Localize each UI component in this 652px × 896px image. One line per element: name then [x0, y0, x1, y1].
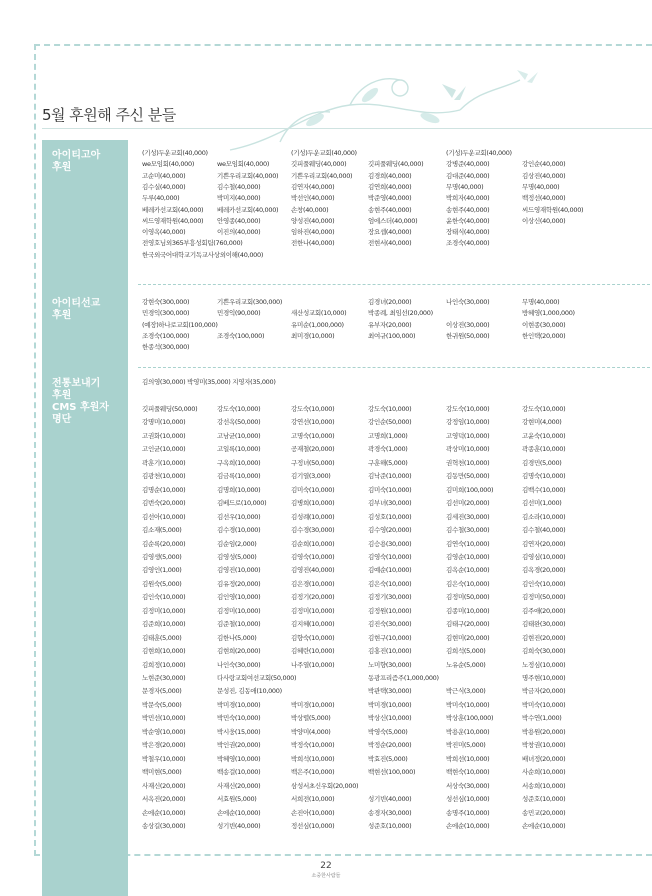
- donor-entry: 강정임(10,000): [446, 418, 490, 427]
- donor-entry: 김금록(10,000): [217, 472, 261, 481]
- donor-entry: 깃피풀웨딩(40,000): [291, 160, 347, 169]
- side-strip: [42, 140, 128, 896]
- donor-entry: 김정미(10,000): [217, 606, 261, 615]
- donor-entry: 김동만(50,000): [446, 472, 490, 481]
- donor-entry: 곽상미(10,000): [446, 445, 490, 454]
- donor-entry: 백현선(100,000): [368, 768, 416, 777]
- donor-entry: 김향숙(10,000): [291, 633, 335, 642]
- donor-entry: 한귀원(50,000): [446, 331, 490, 340]
- donor-entry: 나인숙(30,000): [217, 660, 261, 669]
- donor-entry: 서송희(10,000): [522, 781, 566, 790]
- donor-entry: 강도숙(10,000): [446, 405, 490, 413]
- donor-entry: 박순영(10,000): [142, 727, 186, 736]
- donor-entry: 강연선(10,000): [291, 418, 335, 427]
- donor-entry: 박영숙(5,000): [368, 727, 408, 736]
- donor-entry: 김은숙(10,000): [446, 579, 490, 588]
- donor-entry: 박혜영(10,000): [217, 754, 261, 763]
- donor-entry: 강도숙(10,000): [217, 405, 261, 413]
- donor-entry: 송경자(30,000): [368, 808, 412, 817]
- donor-entry: 김명희(10,000): [217, 485, 261, 494]
- donor-entry: 백송걸(10,000): [217, 768, 261, 777]
- donor-entry: 김미희(100,000): [446, 485, 494, 494]
- donor-entry: 김진숙(30,000): [368, 620, 412, 629]
- donor-entry: 한종석(300,000): [142, 343, 190, 352]
- donor-entry: 김희정(10,000): [142, 660, 186, 669]
- donor-entry: 전현서(40,000): [368, 239, 412, 248]
- donor-entry: 동광프리즘주(1,000,000): [368, 674, 439, 682]
- donor-entry: 나인숙(30,000): [446, 298, 490, 306]
- donor-entry: 조경숙(40,000): [446, 239, 490, 248]
- donor-entry: 김현진(20,000): [522, 633, 566, 642]
- donor-entry: 한인택(20,000): [522, 331, 566, 340]
- section-label-line: 명단: [52, 414, 72, 425]
- donor-entry: 김경희(40,000): [368, 171, 412, 180]
- section-label-line: 아이티선교: [52, 298, 101, 309]
- donor-entry: 김연자(20,000): [522, 539, 566, 548]
- donor-entry: 정선심(10,000): [291, 821, 335, 830]
- donor-entry: 김선미(20,000): [446, 499, 490, 508]
- donor-entry: 박양미(4,000): [291, 727, 331, 736]
- donor-entry: 김정기(30,000): [368, 593, 412, 602]
- donor-entry: 박준영(40,000): [368, 194, 412, 203]
- donor-entry: 조경숙(100,000): [217, 331, 265, 340]
- section-label: [52, 298, 128, 322]
- donor-entry: 김지혜(10,000): [291, 620, 335, 629]
- donor-entry: (기성)두운교회(40,000): [291, 149, 357, 157]
- donor-entry: 김수영(20,000): [368, 526, 412, 535]
- donor-entry: 최여규(100,000): [368, 331, 416, 340]
- donor-entry: 김미숙(10,000): [291, 485, 335, 494]
- donor-entry: 김순록(20,000): [142, 539, 186, 548]
- donor-entry: 백정선(40,000): [522, 194, 566, 203]
- donor-entry: 김혜란(10,000): [291, 647, 335, 656]
- donor-entry: 박희선(10,000): [446, 754, 490, 763]
- donor-entry: 구훈해(5,000): [368, 458, 408, 467]
- title-divider: [42, 128, 652, 129]
- donor-entry: 김정기(20,000): [291, 593, 335, 602]
- donor-entry: 박미경(10,000): [291, 700, 335, 709]
- donor-entry: 강현미(4,000): [522, 418, 562, 427]
- donor-entry: 새산성교회(10,000): [291, 309, 347, 318]
- donor-entry: 송현주(40,000): [446, 205, 490, 214]
- donor-entry: 박창권(10,000): [522, 741, 566, 750]
- donor-entry: 김영생(5,000): [142, 552, 182, 561]
- donor-entry: 김현희(20,000): [217, 647, 261, 656]
- donor-entry: 김유정(20,000): [217, 579, 261, 588]
- donor-entry: 손에순(10,000): [522, 821, 566, 830]
- donor-entry: 무명(40,000): [446, 182, 484, 191]
- donor-entry: 전한나(40,000): [291, 239, 335, 248]
- section-label-line: 전통보내기: [52, 378, 101, 389]
- donor-entry: 깃피풀웨딩(40,000): [368, 160, 424, 169]
- donor-entry: 김영성(5,000): [217, 552, 257, 561]
- donor-entry: 베레카선교회(40,000): [142, 205, 204, 214]
- butterfly-icon: [517, 70, 538, 83]
- donor-entry: 박근식(3,000): [446, 687, 486, 696]
- donor-entry: 김영진(10,000): [217, 566, 261, 575]
- donor-entry: 박용운(10,000): [446, 727, 490, 736]
- donor-entry: 김정미(10,000): [142, 606, 186, 615]
- donor-entry: 김대준(40,000): [446, 171, 490, 180]
- donor-entry: 배녀정(20,000): [522, 754, 566, 763]
- donor-entry: 백현숙(10,000): [446, 768, 490, 777]
- donor-entry: 김옥순(10,000): [446, 566, 490, 575]
- donor-entry: 다사랑교회여선교회(50,000): [217, 674, 297, 682]
- donor-entry: 곽경숙(1,000): [368, 445, 408, 454]
- donor-entry: 김수경(10,000): [217, 526, 261, 535]
- donor-entry: 박금자(20,000): [522, 687, 566, 696]
- donor-entry: 삼성서초신우회(20,000): [291, 781, 359, 790]
- donor-entry: 베레카선교회(40,000): [217, 205, 279, 214]
- donor-entry: 김미숙(10,000): [368, 485, 412, 494]
- donor-entry: 곽종훈(10,000): [522, 445, 566, 454]
- donor-entry: 김종미(10,000): [446, 606, 490, 615]
- donor-entry: 이영옥(40,000): [142, 228, 186, 237]
- donor-entry: 김연희(40,000): [368, 182, 412, 191]
- donor-entry: 김희석(5,000): [446, 647, 486, 656]
- donor-entry: 김베드로(10,000): [217, 499, 267, 508]
- donor-entry: 씨드영재학원(40,000): [522, 205, 584, 214]
- donor-entry: 윤한숙(40,000): [446, 216, 490, 225]
- donor-entry: 박효진(5,000): [368, 754, 408, 763]
- donor-entry: 박상신(10,000): [368, 714, 412, 723]
- donor-entry: 송상길(30,000): [142, 821, 186, 830]
- donor-entry: 박민선(10,000): [142, 714, 186, 723]
- donor-entry: 김명숙(10,000): [522, 472, 566, 481]
- donor-entry: 기쁜우리교회(300,000): [217, 298, 283, 306]
- donor-entry: 김희숙(30,000): [522, 647, 566, 656]
- donor-entry: 문성진, 김동애(10,000): [217, 687, 282, 696]
- section-label-line: 후원: [52, 310, 72, 321]
- donor-entry: 김주애(20,000): [522, 606, 566, 615]
- donor-entry: 박종례, 최임선(20,000): [368, 309, 433, 318]
- donor-entry: 김수철(40,000): [522, 526, 566, 535]
- donor-entry: 손창(40,000): [291, 205, 329, 214]
- donor-entry: 이진의(40,000): [217, 228, 261, 237]
- donor-entry: 박미경(10,000): [368, 700, 412, 709]
- donor-entry: 박인권(20,000): [217, 741, 261, 750]
- donor-entry: 김번숙(20,000): [142, 499, 186, 508]
- donor-entry: 노미향(30,000): [368, 660, 412, 669]
- donor-entry: 박은경(20,000): [142, 741, 186, 750]
- donor-entry: 고인균(10,000): [142, 445, 186, 454]
- donor-entry: 김태구(20,000): [446, 620, 490, 629]
- donor-entry: 곽훈기(10,000): [142, 458, 186, 467]
- donor-entry: 박미숙(10,000): [446, 700, 490, 709]
- donor-entry: 이현종(30,000): [522, 320, 566, 329]
- donor-entry: 박정숙(10,000): [291, 741, 335, 750]
- butterfly-icon: [442, 84, 466, 100]
- donor-entry: 김영진(40,000): [291, 566, 335, 575]
- donor-entry: 박진미(5,000): [446, 741, 486, 750]
- donor-entry: 김정원(10,000): [368, 606, 412, 615]
- donor-entry: 무명(40,000): [522, 182, 560, 191]
- donor-entry: 김영인(1,000): [142, 566, 182, 575]
- donor-entry: 명주현(10,000): [522, 674, 566, 682]
- donor-entry: 박시웅(15,000): [217, 727, 261, 736]
- donor-entry: 강도숙(10,000): [368, 405, 412, 413]
- donor-entry: 김명순(10,000): [142, 485, 186, 494]
- donor-entry: 구정녀(50,000): [291, 458, 335, 467]
- donor-entry: 김수실(40,000): [142, 182, 186, 191]
- donor-entry: 김낙준(10,000): [368, 472, 412, 481]
- donor-entry: 성선심(10,000): [446, 795, 490, 804]
- donor-entry: 김정미(10,000): [291, 606, 335, 615]
- donor-entry: 노현준(30,000): [142, 674, 186, 682]
- donor-entry: we모임회(40,000): [217, 160, 270, 169]
- donor-entry: 김준철(10,000): [217, 620, 261, 629]
- donor-entry: 김현미(20,000): [446, 633, 490, 642]
- donor-entry: 성준호(10,000): [522, 795, 566, 804]
- donor-entry: 사순희(10,000): [522, 768, 566, 777]
- donor-entry: 방혜영(1,000,000): [522, 309, 575, 318]
- donor-entry: 김승용(30,000): [368, 539, 412, 548]
- donor-entry: 김옥경(20,000): [522, 566, 566, 575]
- donor-entry: 장태식(40,000): [446, 228, 490, 237]
- leaf-ornament: [220, 50, 560, 160]
- donor-entry: 박민숙(10,000): [217, 714, 261, 723]
- donor-entry: 김성례(10,000): [291, 512, 335, 521]
- donor-entry: 강선옥(50,000): [217, 418, 261, 427]
- donor-entry: 서효원(5,000): [217, 795, 257, 804]
- donor-entry: 기쁜우리교회(40,000): [217, 171, 279, 180]
- donor-entry: 고남균(10,000): [217, 431, 261, 440]
- donor-entry: 공재철(20,000): [291, 445, 335, 454]
- donor-entry: 박희자(40,000): [446, 194, 490, 203]
- donor-entry: (기성)두운교회(40,000): [142, 149, 208, 157]
- donor-entry: 무명(40,000): [522, 298, 560, 306]
- donor-entry: 두루(40,000): [142, 194, 180, 203]
- donor-entry: 고일록(10,000): [217, 445, 261, 454]
- donor-entry: 고윤숙(10,000): [522, 431, 566, 440]
- donor-entry: 박미지(40,000): [217, 194, 261, 203]
- donor-entry: 서희전(10,000): [291, 795, 335, 804]
- donor-entry: 김태완(30,000): [522, 620, 566, 629]
- page-number: 22: [320, 861, 332, 871]
- donor-entry: 김의영(30,000) 박영미(35,000) 지영자(35,000): [142, 378, 276, 386]
- section-divider: [138, 367, 650, 368]
- donor-entry: 김순임(2,000): [217, 539, 257, 548]
- donor-entry: 서상숙(30,000): [446, 781, 490, 790]
- donor-entry: 강인순(40,000): [522, 160, 566, 169]
- publication-name: 소중한사람들: [311, 873, 341, 879]
- donor-entry: 이상진(30,000): [446, 320, 490, 329]
- donor-entry: 박희석(10,000): [291, 754, 335, 763]
- donor-entry: 사재신(20,000): [217, 781, 261, 790]
- donor-entry: 김부녀(30,000): [368, 499, 412, 508]
- donor-entry: 강명미(10,000): [142, 418, 186, 427]
- donor-entry: 김상진(40,000): [522, 171, 566, 180]
- donor-entry: 김영숙(10,000): [368, 552, 412, 561]
- donor-entry: 김소라(10,000): [522, 512, 566, 521]
- donor-entry: 김병희(10,000): [291, 499, 335, 508]
- donor-entry: 박문숙(5,000): [142, 700, 182, 709]
- donor-entry: 구옥희(10,000): [217, 458, 261, 467]
- donor-entry: 김기열(3,000): [291, 472, 331, 481]
- donor-entry: 백은주(10,000): [291, 768, 335, 777]
- section-label-line: 아이티고아: [52, 150, 101, 161]
- donor-entry: 임하진(40,000): [291, 228, 335, 237]
- donor-entry: 김경민(5,000): [522, 458, 562, 467]
- donor-entry: 김인영(10,000): [217, 593, 261, 602]
- donor-entry: 김예순(10,000): [368, 566, 412, 575]
- donor-entry: 김수철(40,000): [217, 182, 261, 191]
- donor-entry: (예장)하나로교회(100,000): [142, 320, 218, 329]
- donor-entry: 강인순(50,000): [368, 418, 412, 427]
- donor-entry: 사재신(20,000): [142, 781, 186, 790]
- donor-entry: 김수경(30,000): [291, 526, 335, 535]
- donor-entry: 김은경(10,000): [291, 579, 335, 588]
- donor-entry: 노유순(5,000): [446, 660, 486, 669]
- donor-entry: 김순희(10,000): [291, 539, 335, 548]
- donor-entry: 김소재(5,000): [142, 526, 182, 535]
- donor-entry: 손에순(10,000): [446, 821, 490, 830]
- donor-entry: 권혁천(10,000): [446, 458, 490, 467]
- donor-entry: 문경자(5,000): [142, 687, 182, 696]
- donor-entry: 송명주(10,000): [446, 808, 490, 817]
- donor-entry: 김수철(30,000): [446, 526, 490, 535]
- donor-entry: 김은숙(10,000): [368, 579, 412, 588]
- donor-entry: 박수연(1,000): [522, 714, 562, 723]
- section-label-line: CMS 후원자: [52, 402, 109, 413]
- donor-entry: 김준희(10,000): [142, 620, 186, 629]
- donor-entry: 씨드영재학원(40,000): [142, 216, 204, 225]
- donor-entry: 강현숙(300,000): [142, 298, 190, 306]
- donor-entry: we모임회(40,000): [142, 160, 195, 169]
- donor-entry: 김선미(1,000): [522, 499, 562, 508]
- donor-entry: (기성)두운교회(40,000): [446, 149, 512, 157]
- donor-entry: 강도숙(10,000): [291, 405, 335, 413]
- donor-entry: 김선우(10,000): [217, 512, 261, 521]
- donor-entry: 김인숙(10,000): [522, 579, 566, 588]
- section-label: [52, 150, 128, 174]
- donor-entry: 성기빈(40,000): [217, 821, 261, 830]
- donor-entry: 김정미(50,000): [522, 593, 566, 602]
- donor-entry: 김연숙(10,000): [446, 539, 490, 548]
- donor-entry: 박상렬(5,000): [291, 714, 331, 723]
- donor-entry: 나주열(10,000): [291, 660, 335, 669]
- donor-entry: 강도숙(10,000): [522, 405, 566, 413]
- donor-entry: 김정미(50,000): [446, 593, 490, 602]
- donor-entry: 서옥진(20,000): [142, 795, 186, 804]
- donor-entry: 고순미(40,000): [142, 171, 186, 180]
- donor-entry: 양성진(40,000): [291, 216, 335, 225]
- donor-entry: 김선아(10,000): [142, 512, 186, 521]
- section-label-line: 후원: [52, 162, 72, 173]
- donor-entry: 전영호님외365부흥성회팀(760,000): [142, 239, 243, 248]
- donor-entry: 김경녀(20,000): [368, 298, 412, 306]
- donor-entry: 유부자(20,000): [368, 320, 412, 329]
- donor-entry: 장요셉(40,000): [368, 228, 412, 237]
- donor-entry: 박미경(10,000): [217, 700, 261, 709]
- donor-entry: 김인숙(10,000): [142, 593, 186, 602]
- donor-entry: 강병준(40,000): [446, 160, 490, 169]
- donor-entry: 김세진(30,000): [446, 512, 490, 521]
- donor-entry: 손에순(10,000): [142, 808, 186, 817]
- donor-entry: 이상신(40,000): [522, 216, 566, 225]
- donor-entry: 김홍진(10,000): [368, 647, 412, 656]
- donor-entry: 고영덕(10,000): [446, 431, 490, 440]
- donor-entry: 민경익(90,000): [217, 309, 261, 318]
- donor-entry: 기쁜우리교회(40,000): [291, 171, 353, 180]
- donor-entry: 고명희(1,000): [368, 431, 408, 440]
- section-label: [52, 378, 128, 426]
- donor-entry: 김영숙(10,000): [291, 552, 335, 561]
- donor-entry: 고명숙(10,000): [291, 431, 335, 440]
- donor-entry: 박상훈(100,000): [446, 714, 494, 723]
- donor-entry: 박선인(40,000): [291, 194, 335, 203]
- donor-entry: 박철우(10,000): [142, 754, 186, 763]
- donor-entry: 한국외국어대학교기독교사상외이해(40,000): [142, 250, 264, 259]
- donor-entry: 백미현(5,000): [142, 768, 182, 777]
- page-title: 5월 후원해 주신 분들: [42, 106, 176, 124]
- donor-entry: 손진아(10,000): [291, 808, 335, 817]
- donor-entry: 박용원(20,000): [522, 727, 566, 736]
- donor-entry: 민경익(300,000): [142, 309, 190, 318]
- donor-entry: 성기빈(40,000): [368, 795, 412, 804]
- donor-entry: 유미순(1,000,000): [291, 320, 344, 329]
- donor-entry: 김영심(10,000): [522, 552, 566, 561]
- donor-entry: 박관택(30,000): [368, 687, 412, 696]
- donor-entry: 김태훈(5,000): [142, 633, 182, 642]
- donor-entry: 깃피풀웨딩(50,000): [142, 405, 198, 413]
- donor-entry: 성준호(10,000): [368, 821, 412, 830]
- donor-entry: 김한나(5,000): [217, 633, 257, 642]
- donor-entry: 김백수(10,000): [522, 485, 566, 494]
- donor-entry: 엄에스더(40,000): [368, 216, 418, 225]
- donor-entry: 김현희(10,000): [142, 647, 186, 656]
- donor-entry: 김성호(10,000): [368, 512, 412, 521]
- donor-entry: 고권화(10,000): [142, 431, 186, 440]
- donor-entry: 조경숙(100,000): [142, 331, 190, 340]
- donor-entry: 김현구(10,000): [368, 633, 412, 642]
- donor-entry: 최미경(10,000): [291, 331, 335, 340]
- donor-entry: 송현주(40,000): [368, 205, 412, 214]
- donor-entry: 송민교(20,000): [522, 808, 566, 817]
- donor-entry: 박미숙(10,000): [522, 700, 566, 709]
- donor-entry: 김원숙(5,000): [142, 579, 182, 588]
- section-divider: [138, 284, 650, 285]
- donor-entry: 김연자(40,000): [291, 182, 335, 191]
- donor-entry: 안영종(40,000): [217, 216, 261, 225]
- donor-entry: 노정심(10,000): [522, 660, 566, 669]
- donor-entry: 김영순(10,000): [446, 552, 490, 561]
- donor-entry: 박정순(20,000): [368, 741, 412, 750]
- section-label-line: 후원: [52, 390, 72, 401]
- donor-entry: 김광천(10,000): [142, 472, 186, 481]
- donor-entry: 손에순(10,000): [217, 808, 261, 817]
